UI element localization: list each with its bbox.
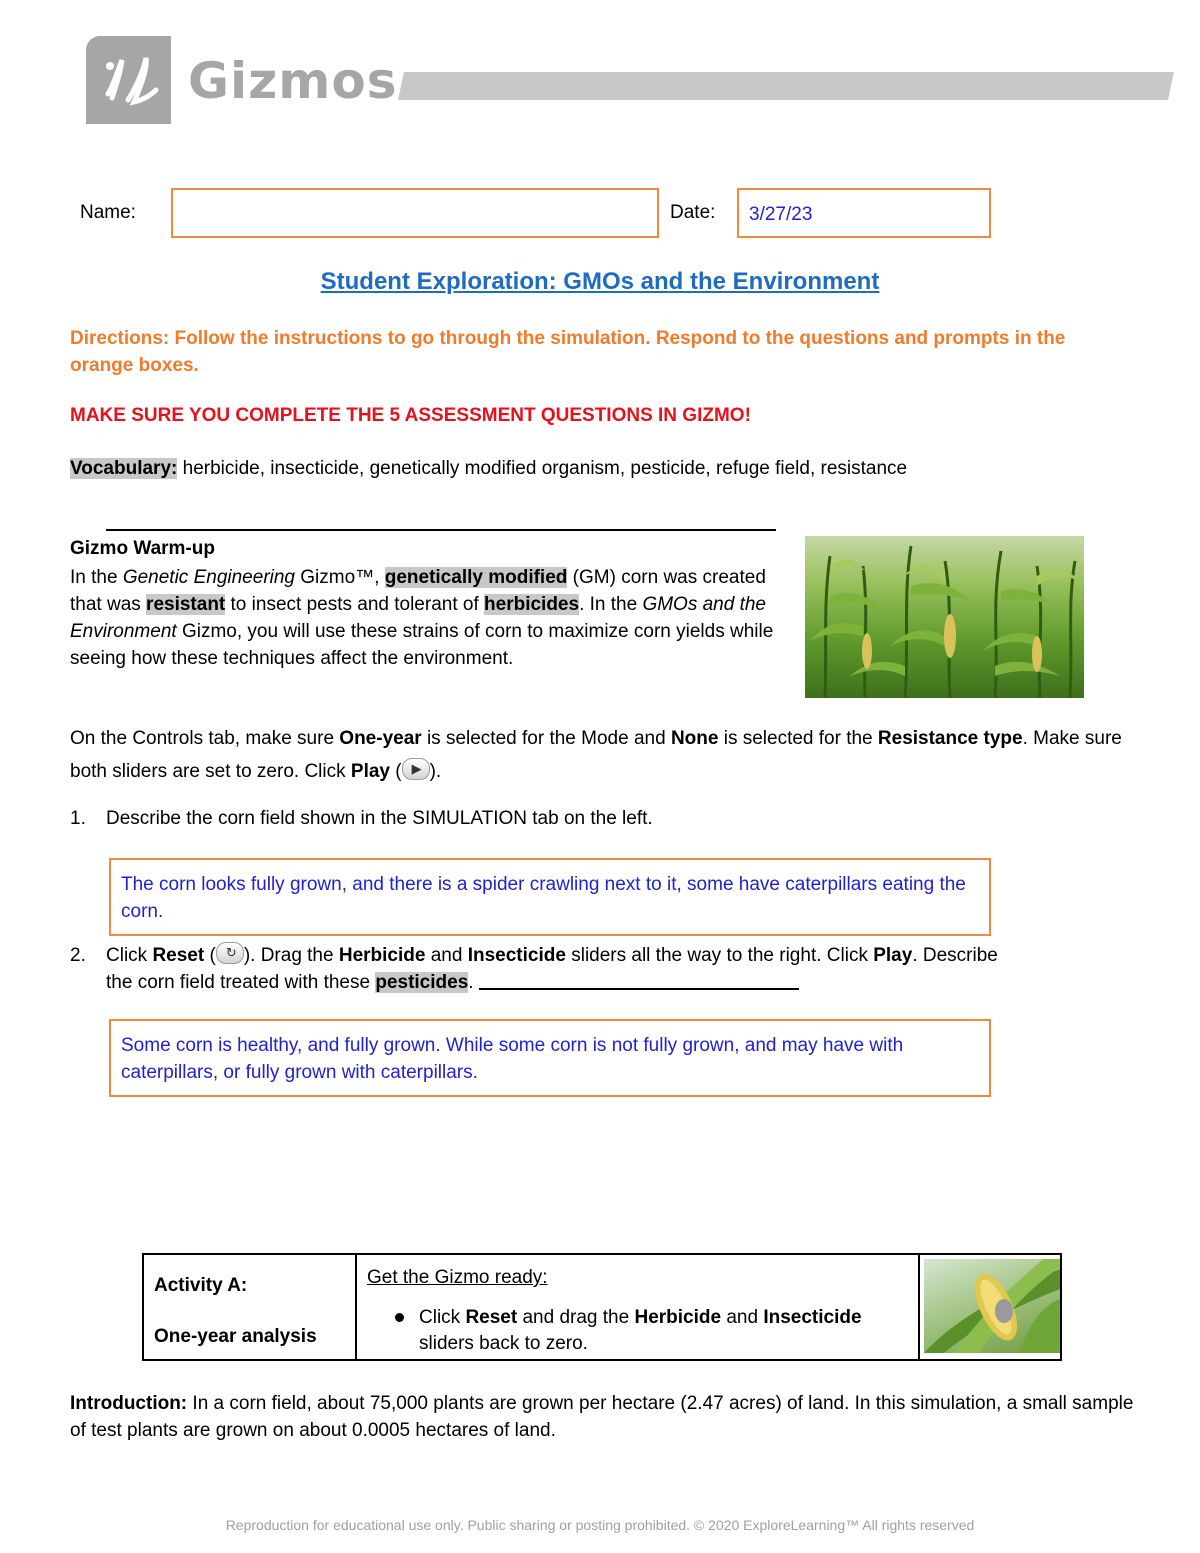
warmup-segment: In the bbox=[70, 567, 123, 588]
date-field[interactable]: 3/27/23 bbox=[737, 188, 991, 238]
bullet-segment: and drag the bbox=[517, 1307, 635, 1328]
q2-segment: and bbox=[425, 945, 468, 966]
date-label: Date: bbox=[670, 202, 716, 223]
question-1 bbox=[70, 808, 653, 830]
question-text: Describe the corn field shown in the SIMULATION tab on the left. bbox=[106, 808, 653, 829]
bullet-segment: Reset bbox=[465, 1307, 518, 1328]
bullet-segment: sliders back to zero. bbox=[419, 1333, 588, 1354]
corn-field-image bbox=[805, 536, 1084, 698]
vocabulary-line bbox=[70, 458, 907, 480]
controls-segment: ( bbox=[389, 761, 402, 782]
name-field[interactable] bbox=[171, 188, 659, 238]
q2-segment: the corn field treated with these bbox=[106, 972, 376, 993]
warmup-text bbox=[70, 564, 800, 672]
bullet-segment: Herbicide bbox=[634, 1307, 722, 1328]
vocabulary-terms: herbicide, insecticide, genetically modified organism, pesticide, refuge field, resistance bbox=[177, 458, 908, 479]
activity-label: Activity A: bbox=[154, 1275, 248, 1296]
controls-segment: Play bbox=[350, 761, 390, 782]
controls-instructions bbox=[70, 722, 1130, 788]
q2-segment: Play bbox=[873, 945, 913, 966]
gizmos-logo bbox=[86, 36, 171, 124]
controls-segment: is selected for the Mode and bbox=[421, 728, 671, 749]
answer-box-2[interactable]: Some corn is healthy, and fully grown. While some corn is not fully grown, and may have with caterpillars, or fully grown with caterpillars. bbox=[109, 1019, 991, 1097]
introduction-paragraph bbox=[70, 1390, 1145, 1444]
assessment-warning: MAKE SURE YOU COMPLETE THE 5 ASSESSMENT QUESTIONS IN GIZMO! bbox=[70, 405, 751, 426]
vocab-term-resistant: resistant bbox=[146, 594, 226, 615]
page-title: Student Exploration: GMOs and the Environment bbox=[320, 268, 880, 295]
q2-segment: Click bbox=[106, 945, 153, 966]
get-ready-heading: Get the Gizmo ready: bbox=[367, 1267, 548, 1288]
controls-segment: is selected for the bbox=[718, 728, 878, 749]
activity-instructions-cell bbox=[357, 1255, 920, 1359]
introduction-text: In a corn field, about 75,000 plants are grown per hectare (2.47 acres) of land. In this simulation, a small sample of test plants are grown on about 0.0005 hectares of land. bbox=[70, 1393, 1134, 1441]
answer-blank-line bbox=[479, 970, 799, 990]
directions-text: Directions: Follow the instructions to go through the simulation. Respond to the questions and prompts in the orange boxes. bbox=[70, 328, 1066, 376]
question-2 bbox=[70, 942, 1140, 996]
q2-segment: Herbicide bbox=[338, 945, 426, 966]
reset-icon: ↻ bbox=[216, 942, 244, 964]
controls-segment: . Make sure both sliders are set to zero. Click bbox=[70, 728, 1122, 782]
bullet-segment: and bbox=[721, 1307, 764, 1328]
controls-segment: On the Controls tab, make sure bbox=[70, 728, 340, 749]
q2-segment: . Describe bbox=[912, 945, 998, 966]
q2-segment: Insecticide bbox=[467, 945, 566, 966]
q2-segment: sliders all the way to the right. Click bbox=[565, 945, 874, 966]
warmup-segment: to insect pests and tolerant of bbox=[225, 594, 485, 615]
warmup-segment: (GM) corn was created that was bbox=[70, 567, 766, 615]
activity-subtitle: One-year analysis bbox=[154, 1326, 317, 1347]
name-label: Name: bbox=[80, 202, 136, 223]
header-bar bbox=[398, 72, 1174, 100]
warmup-segment: GMOs and the Environment bbox=[70, 594, 766, 642]
warmup-segment: Gizmo™, bbox=[295, 567, 385, 588]
q2-segment: ( bbox=[204, 945, 216, 966]
activity-bullet bbox=[419, 1305, 879, 1357]
vocab-term-genetically-modified: genetically modified bbox=[384, 567, 568, 588]
introduction-label: Introduction: bbox=[70, 1393, 188, 1414]
question-number: 1. bbox=[70, 808, 86, 829]
play-icon: ▶ bbox=[402, 758, 430, 780]
controls-segment: Resistance type bbox=[877, 728, 1023, 749]
controls-segment: One-year bbox=[339, 728, 422, 749]
vocabulary-label: Vocabulary: bbox=[70, 458, 178, 479]
warmup-segment: Gizmo, you will use these strains of corn to maximize corn yields while seeing how these techniques affect the environment. bbox=[70, 621, 774, 669]
q2-segment: Reset bbox=[152, 945, 205, 966]
vocab-term-herbicides: herbicides bbox=[484, 594, 580, 615]
question-number: 2. bbox=[70, 945, 86, 966]
brand-name: Gizmos bbox=[188, 52, 398, 110]
section-divider bbox=[106, 529, 776, 531]
warmup-segment: Genetic Engineering bbox=[122, 567, 295, 588]
q2-segment: . bbox=[468, 972, 479, 993]
answer-box-1[interactable]: The corn looks fully grown, and there is a spider crawling next to it, some have caterpillars eating the corn. bbox=[109, 858, 991, 936]
corn-ear-image bbox=[924, 1259, 1060, 1353]
activity-label-cell bbox=[144, 1255, 357, 1359]
bullet-icon bbox=[395, 1313, 404, 1322]
footer-copyright: Reproduction for educational use only. Public sharing or posting prohibited. © 2020 ExploreLearning™ All rights reserved bbox=[225, 1517, 975, 1533]
warmup-segment: . In the bbox=[579, 594, 643, 615]
controls-segment: ). bbox=[429, 761, 442, 782]
bullet-segment: Insecticide bbox=[763, 1307, 862, 1328]
controls-segment: None bbox=[670, 728, 719, 749]
bullet-segment: Click bbox=[419, 1307, 466, 1328]
activity-image-cell bbox=[920, 1255, 1060, 1359]
vocab-term-pesticides: pesticides bbox=[375, 972, 469, 993]
explorelearning-logo-icon bbox=[98, 54, 160, 110]
activity-a-table bbox=[142, 1253, 1062, 1361]
q2-segment: ). Drag the bbox=[243, 945, 339, 966]
warmup-title: Gizmo Warm-up bbox=[70, 538, 215, 559]
